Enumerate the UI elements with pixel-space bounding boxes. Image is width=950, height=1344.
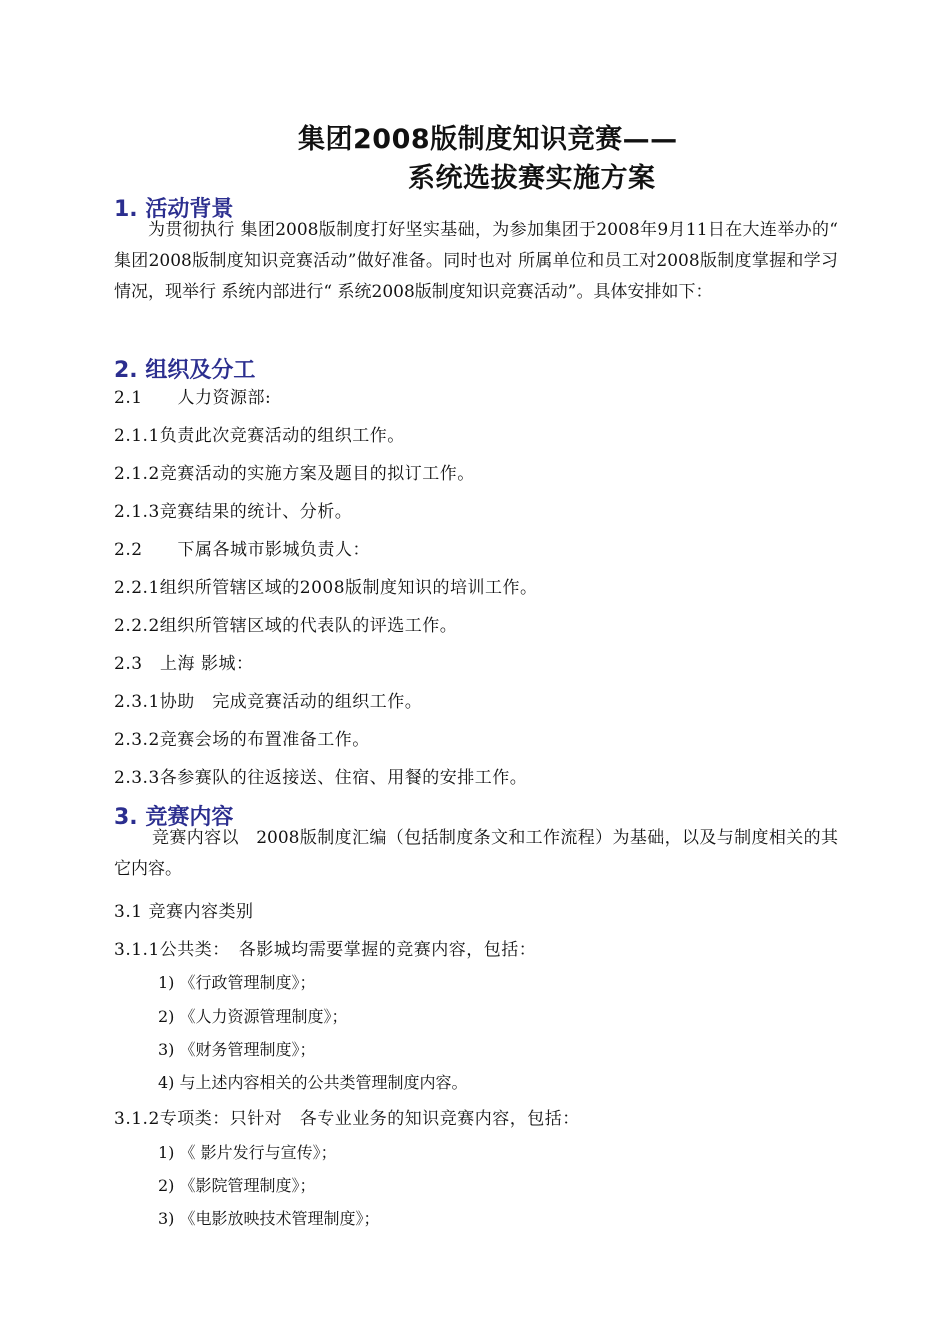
org-line-2-3: 2.3 上海 影城： — [114, 654, 254, 674]
document-title-line1: 集团2008版制度知识竞赛—— — [298, 124, 678, 155]
special-item-2: 2) 《影院管理制度》； — [158, 1176, 316, 1195]
special-item-3: 3) 《电影放映技术管理制度》； — [158, 1209, 380, 1228]
org-line-2-3-2: 2.3.2竞赛会场的布置准备工作。 — [114, 730, 370, 750]
org-line-2-2-2: 2.2.2组织所管辖区域的代表队的评选工作。 — [114, 616, 458, 636]
org-line-2-3-3: 2.3.3各参赛队的往返接送、住宿、用餐的安排工作。 — [114, 768, 528, 788]
content-special-line: 3.1.2专项类：只针对 各专业业务的知识竞赛内容，包括： — [114, 1109, 580, 1129]
document-title-line2: 系统选拔赛实施方案 — [408, 163, 656, 194]
content-subheading-3-1: 3.1 竞赛内容类别 — [114, 902, 254, 922]
org-line-2-1-1: 2.1.1负责此次竞赛活动的组织工作。 — [114, 426, 405, 446]
content-paragraph: 竞赛内容以 2008版制度汇编（包括制度条文和工作流程）为基础，以及与制度相关的其它内容。 — [114, 828, 838, 879]
section-heading-organization: 2. 组织及分工 — [114, 358, 256, 383]
org-line-2-1: 2.1 人力资源部: — [114, 388, 272, 408]
special-item-1: 1) 《 影片发行与宣传》； — [158, 1143, 337, 1162]
section-heading-background: 1. 活动背景 — [114, 197, 234, 222]
org-line-2-1-2: 2.1.2竞赛活动的实施方案及题目的拟订工作。 — [114, 464, 475, 484]
section-heading-content: 3. 竞赛内容 — [114, 805, 234, 830]
public-item-1: 1) 《行政管理制度》； — [158, 973, 316, 992]
public-item-4: 4) 与上述内容相关的公共类管理制度内容。 — [158, 1073, 468, 1092]
background-paragraph: 为贯彻执行 集团2008版制度打好坚实基础，为参加集团于2008年9月11日在大连举办的“ 集团2008版制度知识竞赛活动”做好准备。同时也对 所属单位和员工对2008版制度掌握和学习情况，现举行 系统内部进行“ 系统2008版制度知识竞赛活动”。具体安排如下： — [114, 220, 838, 302]
org-line-2-2-1: 2.2.1组织所管辖区域的2008版制度知识的培训工作。 — [114, 578, 538, 598]
org-line-2-1-3: 2.1.3竞赛结果的统计、分析。 — [114, 502, 353, 522]
content-public-line: 3.1.1公共类： 各影城均需要掌握的竞赛内容，包括： — [114, 940, 537, 960]
org-line-2-3-1: 2.3.1协助 完成竞赛活动的组织工作。 — [114, 692, 423, 712]
org-line-2-2: 2.2 下属各城市影城负责人： — [114, 540, 371, 560]
public-item-2: 2) 《人力资源管理制度》； — [158, 1007, 348, 1026]
public-item-3: 3) 《财务管理制度》； — [158, 1040, 316, 1059]
